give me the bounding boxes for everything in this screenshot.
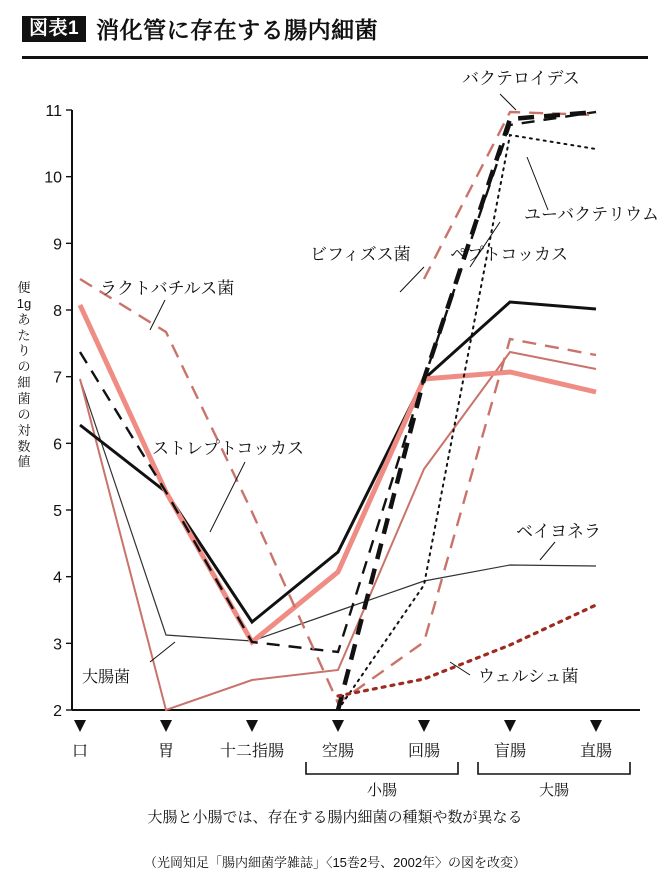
y-tick-label: 9 [53, 236, 62, 254]
y-tick-label: 10 [44, 169, 62, 187]
x-tick-labels [72, 742, 612, 760]
y-tick-group [44, 103, 72, 720]
series-group [80, 112, 596, 710]
chart-header [22, 12, 378, 45]
y-tick-label: 11 [45, 103, 62, 120]
series-streptococcus [80, 305, 596, 642]
y-axis-title: 便1gあたりの細菌の対数値 [16, 280, 32, 470]
series-annotation-streptococcus: ストレプトコッカス [152, 439, 304, 458]
x-tick-label: 回腸 [407, 743, 441, 760]
series-annotation-veillonella: ベイヨネラ [516, 522, 601, 541]
x-tick-marker [418, 720, 430, 732]
series-annotation-lactobacillus: ラクトバチルス菌 [100, 279, 235, 298]
series-annotation-bacteroides: バクテロイデス [462, 69, 580, 88]
y-tick-label: 4 [53, 569, 62, 587]
series-annotation-eubacterium: ユーバクテリウム [524, 205, 659, 224]
y-tick-label: 7 [53, 369, 62, 387]
header-divider [22, 56, 648, 59]
series-veillonella [80, 379, 596, 641]
x-tick-group [74, 720, 602, 732]
group-brackets [306, 762, 630, 774]
x-tick-label: 胃 [157, 743, 175, 760]
x-tick-label: 盲腸 [493, 743, 527, 760]
y-tick-label: 8 [53, 303, 62, 320]
x-tick-marker [504, 720, 516, 732]
x-tick-label: 空腸 [321, 743, 355, 760]
x-tick-label: 口 [71, 743, 89, 760]
page-title: 消化管に存在する腸内細菌 [96, 17, 379, 43]
y-tick-label: 5 [53, 503, 62, 520]
x-tick-marker [246, 720, 258, 732]
figure-badge: 図表1 [22, 16, 86, 42]
series-annotation-ecoli: 大腸菌 [82, 669, 131, 686]
x-tick-label: 直腸 [579, 743, 613, 760]
group-label-large-intestine: 大腸 [538, 782, 570, 799]
x-tick-marker [160, 720, 172, 732]
y-tick-label: 2 [53, 703, 62, 720]
chart-source: （光岡知足「腸内細菌学雑誌」〈15巻2号、2002年〉の図を改変） [143, 855, 527, 870]
series-annotation-bifidobacterium: ビフィズス菌 [310, 245, 411, 264]
x-tick-marker [74, 720, 86, 732]
axes [72, 110, 640, 710]
line-chart [0, 62, 670, 822]
y-tick-label: 3 [53, 636, 62, 654]
series-annotation-peptococcus: ペプトコッカス [450, 245, 568, 264]
group-label-small-intestine: 小腸 [366, 782, 398, 799]
chart-canvas [0, 62, 670, 799]
chart-caption: 大腸と小腸では、存在する腸内細菌の種類や数が異なる [147, 809, 523, 826]
y-tick-label: 6 [53, 436, 62, 454]
x-tick-marker [590, 720, 602, 732]
annotation-leaders [150, 94, 555, 675]
x-tick-marker [332, 720, 344, 732]
series-annotation-welchii: ウェルシュ菌 [478, 667, 579, 686]
x-tick-label: 十二指腸 [219, 743, 285, 760]
